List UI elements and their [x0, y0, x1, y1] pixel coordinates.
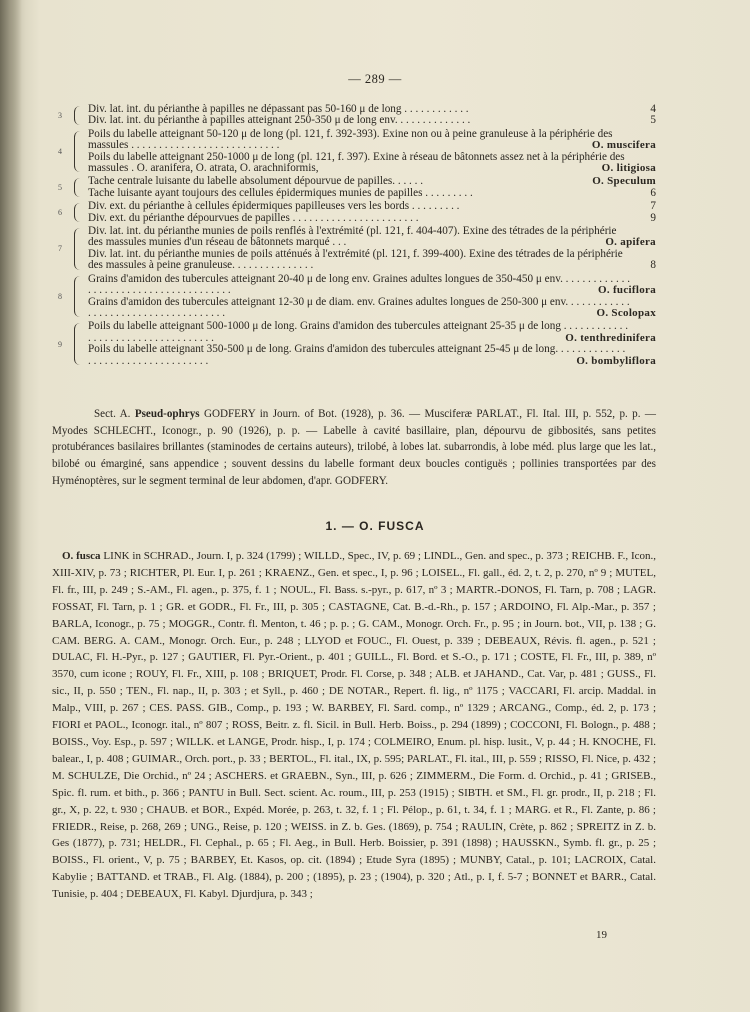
key-lead	[88, 226, 656, 249]
key-lead	[88, 249, 656, 272]
key-lead	[88, 152, 656, 175]
key-lead-taxon: O. tenthredinifera	[565, 331, 656, 344]
key-lead-text: Poils du labelle atteignant 350-500 μ de long. Grains d'amidon des tubercules atteignant 25-45 μ de long. . . . . . . . . . . . . . . . . . . . . . . . . . . . . . . . . . .	[88, 343, 626, 367]
key-couplet	[52, 274, 656, 320]
key-couplet	[52, 104, 656, 127]
section-body: GODFERY in Journ. of Bot. (1928), p. 36. — Musciferæ PARLAT., Fl. Ital. III, p. 552, p. p. — Myodes SCHLECHT., Iconogr., p. 90 (1926), p. p. — Labelle à cavité basillaire, plan, dépourvu de gibbosités, sans petites protubérances basilaires brillantes (staminodes de certains auteurs), trilobé, à lobes lat. subarrondis, à lobe méd. plus large que les lat., bilobé ou émarginé, sans appendice ; souvent dessins du labelle formant deux boucles contiguës ; pollinies transportées par des Hyménoptères, sur le segment terminal de leur abdomen, d'apr. GODFERY.	[52, 408, 656, 487]
key-lead-text: Poils du labelle atteignant 500-1000 μ de long. Grains d'amidon des tubercules atteignant 25-35 μ de long . . . . . . . . . . . . . . . . . . . . . . . . . . . . . . . . . . .	[88, 320, 629, 344]
key-lead-taxon: O. muscifera	[591, 139, 656, 152]
key-lead-text: Div. ext. du périanthe à cellules épidermiques papilleuses vers les bords . . . . . . . . .	[88, 200, 460, 213]
key-lead	[88, 115, 656, 126]
key-couplet	[52, 226, 656, 272]
key-lead-text: Grains d'amidon des tubercules atteignant 12-30 μ de diam. env. Graines adultes longues de 250-300 μ env. . . . . . . . . . . . . . . . . . . . . . . . . . . . . . . . . . . . .	[88, 295, 630, 319]
key-lead	[88, 274, 656, 297]
couplet-number: 6	[58, 208, 62, 218]
couplet-number: 3	[58, 110, 62, 120]
binding-gutter-shadow	[0, 0, 22, 1012]
couplet-brace	[74, 323, 81, 365]
key-lead-text: Div. lat. int. du périanthe munies de poils atténués à l'extrémité (pl. 121, f. 399-400). Exine des tétrades de la périphérie des massules à peine granuleuse. . . . . . . . . . . . . . .	[88, 247, 623, 272]
couplet-brace	[74, 228, 81, 270]
key-lead-target: 5	[650, 114, 656, 127]
section-label: Sect. A.	[94, 408, 131, 420]
couplet-brace	[74, 178, 81, 197]
key-lead-taxon: O. Speculum	[592, 175, 656, 188]
key-lead-taxon: O. Scolopax	[596, 306, 656, 319]
couplet-number: 5	[58, 183, 62, 193]
key-lead-target: 9	[650, 211, 656, 224]
references-body: LINK in SCHRAD., Journ. I, p. 324 (1799) ; WILLD., Spec., IV, p. 69 ; LINDL., Gen. and spec., p. 373 ; REICHB. F., Icon., XIII-XIV, p. 73 ; RICHTER, Pl. Eur. I, p. 261 ; KRAENZ., Gen. et spec., I, p. 96 ; LOISEL., Fl. gall., éd. 2, t. 2, p. 270, nº 9 ; MUTEL, Fl. fr., III, p. 249 ; S.-AM., Fl. agen., p. 375, f. 1 ; NOUL., Fl. Bass. s.-pyr., p. 617, nº 3 ; MARTR.-DONOS, Fl. Tarn, p. 708 ; LAGR. FOSSAT, Fl. Tarn, p. 1 ; GR. et GODR., Fl. Fr., III, p. 305 ; CASTAGNE, Cat. B.-d.-Rh., p. 157 ; ARDOINO, Fl. Alp.-Mar., p. 357 ; BARLA, Iconogr., p. 75 ; MOGGR., Contr. fl. Menton, t. 46 ; p. p. ; G. CAM., Monogr. Orch. Fr., p. 95 ; in Journ. bot., VII, p. 138 ; G. CAM. BERG. A. CAM., Monogr. Orch. Eur., p. 248 ; LLYOD et FOUC., Fl. Ouest, p. 339 ; DEBEAUX, Révis. fl. agen., p. 521 ; DULAC, Fl. H.-Pyr., p. 127 ; GAUTIER, Fl. Pyr.-Orient., p. 401 ; GUILL., Fl. Bord. et S.-O., p. 171 ; COSTE, Fl. Fr., III, p. 389, nº 3570, cum icone ; ROUY, Fl. Fr., XIII, p. 108 ; BRIQUET, Prodr. Fl. Corse, p. 348 ; ALB. et JAHAND., Cat. Var, p. 481 ; GUSS., Fl. sic., II, p. 550 ; TEN., Fl. nap., II, p. 303 ; et Syll., p. 460 ; DE NOTAR., Repert. fl. lig., nº 1175 ; VACCARI, Fl. arcip. Maddal. in Malp., VIII, p. 267 ; CES. PASS. GIB., Comp., p. 193 ; W. BARBEY, Fl. Sard. comp., nº 1329 ; ARCANG., Comp., éd. 2, p. 173 ; FIORI et PAOL., Iconogr. ital., nº 807 ; ROSS, Beitr. z. fl. Sicil. in Bull. Herb. Boiss., p. 294 (1899) ; COCCONI, Fl. Bologn., p. 488 ; BOISS., Voy. Esp., p. 597 ; WILLK. et LANGE, Prodr. hisp., I, p. 174 ; COLMEIRO, Enum. pl. hisp. lusit., V, p. 44 ; H. KNOCHE, Fl. balear., I, p. 408 ; GUIMAR., Orch. port., p. 33 ; BERTOL., Fl. ital., IX, p. 595; PARLAT., Fl. ital., III, p. 559 ; RISSO, Fl. Nice, p. 432 ; M. SCHULZE, Die Orchid., nº 24 ; ASCHERS. et GRAEBN., Syn., III, p. 626 ; ZIMMERM., Die Form. d. Orchid., p. 41 ; GRISEB., Spic. fl. rum. et bith., p. 366 ; PANTU in Bull. Sect. scient. Ac. roum., III, p. 253 (1915) ; SIBTH. et SM., Fl. gr. prodr., II, p. 218 ; Fl. gr., X, p. 22, t. 930 ; CHAUB. et BOR., Expéd. Morée, p. 263, t. 32, f. 1 ; Fl. Pélop., p. 61, t. 34, f. 1 ; MARG. et R., Fl. Zante, p. 86 ; FRIEDR., Reise, p. 268, 269 ; UNG., Reise, p. 120 ; WEISS. in Z. b. Ges. (1869), p. 754 ; RAULIN, Crète, p. 862 ; SPREITZ in Z. b. Ges (1877), p. 731; HELDR., Fl. Cephal., p. 65 ; Fl. Aeg., in Bull. Herb. Boissier, p. 391 (1898) ; HAUSSKN., Symb. fl. gr., p. 25 ; BOISS., Fl. orient., V, p. 75 ; BARBEY, Et. Kasos, op. cit. (1894) ; Etude Syra (1895) ; MUNBY, Catal., p. 101; LACROIX, Catal. Kabylie ; BATTAND. et TRAB., Fl. Alg. (1884), p. 200 ; (1895), p. 23 ; (1904), p. 320 ; Atl., p. I, f. 5-7 ; BONNET et BARR., Catal. Tunisie, p. 404 ; DEBEAUX, Fl. Kabyl. Djurdjura, p. 343 ;	[52, 550, 657, 901]
key-lead-taxon: O. litigiosa	[601, 162, 656, 175]
key-couplet	[52, 321, 656, 367]
key-lead-target: 7	[650, 200, 656, 213]
key-lead	[88, 297, 656, 320]
key-lead	[88, 321, 656, 344]
identification-key	[52, 104, 656, 367]
key-lead-text: Tache luisante ayant toujours des cellules épidermiques munies de papilles . . . . . . . . .	[88, 186, 473, 199]
key-lead-text: Div. lat. int. du périanthe à papilles ne dépassant pas 50-160 μ de long . . . . . . . . . . . .	[88, 103, 469, 115]
key-lead-taxon: O. fuciflora	[598, 284, 656, 297]
key-lead	[88, 129, 656, 152]
couplet-number: 4	[58, 147, 62, 157]
key-couplet	[52, 176, 656, 199]
couplet-number: 9	[58, 339, 62, 349]
key-lead-text: Grains d'amidon des tubercules atteignant 20-40 μ de long env. Graines adultes longues de 350-450 μ env. . . . . . . . . . . . . . . . . . . . . . . . . . . . . . . . . . . . . . .	[88, 272, 630, 297]
couplet-brace	[74, 276, 81, 318]
key-lead	[88, 188, 656, 199]
folio-header: — 289 —	[348, 72, 402, 86]
key-lead-target: 6	[650, 186, 656, 199]
species-name: O. fusca	[62, 550, 101, 562]
couplet-brace	[74, 203, 81, 222]
couplet-number: 7	[58, 244, 62, 254]
key-lead-taxon: O. apifera	[605, 236, 656, 249]
species-references	[52, 548, 656, 903]
key-lead-text: Div. lat. int. du périanthe à papilles atteignant 250-350 μ de long env. . . . . . . . . . . . . .	[88, 114, 471, 127]
key-lead-target: 4	[650, 103, 656, 115]
key-couplet	[52, 201, 656, 224]
section-title: Pseud-ophrys	[134, 408, 200, 420]
key-lead	[88, 213, 656, 224]
page-number: 19	[596, 929, 607, 941]
key-lead-taxon: O. bombyliflora	[576, 354, 656, 367]
section-description	[52, 406, 656, 490]
key-lead-text: Poils du labelle atteignant 50-120 μ de long (pl. 121, f. 392-393). Exine non ou à peine granuleuse à la périphérie des massules . . . . . . . . . . . . . . . . . . . . . . . . . . .	[88, 127, 613, 152]
key-lead-text: Div. lat. int. du périanthe munies de poils renflés à l'extrémité (pl. 121, f. 404-407). Exine des tétrades de la périphérie des massules munies d'un réseau de bâtonnets marqué . . .	[88, 225, 617, 249]
key-lead-text: Tache centrale luisante du labelle absolument dépourvue de papilles. . . . . .	[88, 175, 424, 188]
couplet-brace	[74, 131, 81, 173]
key-lead-target: 8	[650, 259, 656, 272]
key-lead-text: Poils du labelle atteignant 250-1000 μ de long (pl. 121, f. 397). Exine à réseau de bâtonnets assez net à la périphérie des massules . O. aranifera, O. atrata, O. arachniformis,	[88, 150, 625, 175]
species-heading: 1. — O. FUSCA	[325, 519, 425, 533]
couplet-brace	[74, 106, 81, 125]
key-lead	[88, 344, 656, 367]
key-couplet	[52, 129, 656, 175]
couplet-number: 8	[58, 292, 62, 301]
key-lead-text: Div. ext. du périanthe dépourvues de papilles . . . . . . . . . . . . . . . . . . . . . . .	[88, 211, 419, 224]
